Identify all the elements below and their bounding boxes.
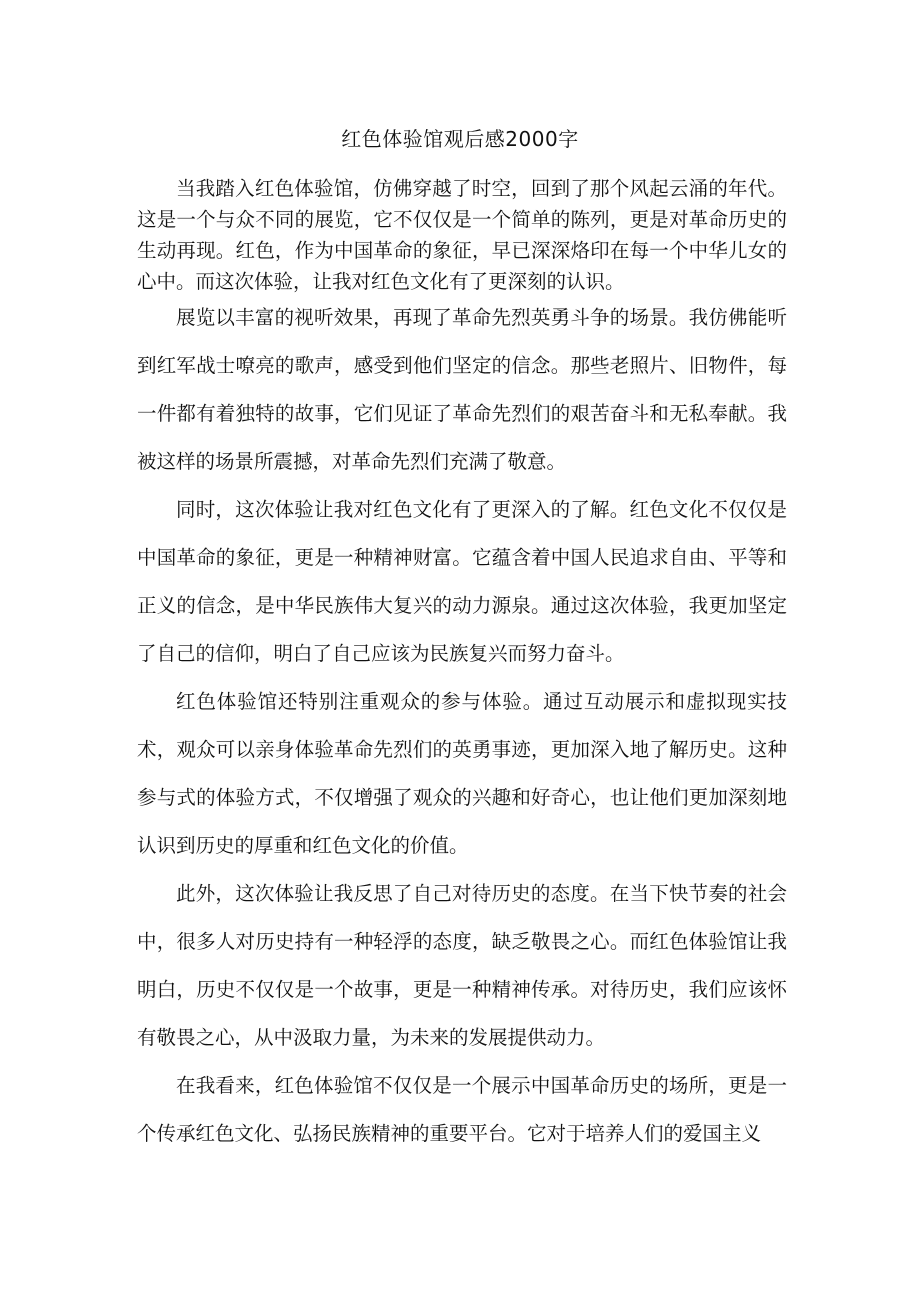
paragraph-1: 当我踏入红色体验馆，仿佛穿越了时空，回到了那个风起云涌的年代。这是一个与众不同的展览，它不仅仅是一个简单的陈列，更是对革命历史的生动再现。红色，作为中国革命的象征，早已深深烙印在每一个中华儿女的心中。而这次体验，让我对红色文化有了更深刻的认识。: [137, 177, 787, 293]
document-title: 红色体验馆观后感2000字: [341, 127, 579, 151]
paragraph-3: 同时，这次体验让我对红色文化有了更深入的了解。红色文化不仅仅是中国革命的象征，更是一种精神财富。它蕴含着中国人民追求自由、平等和正义的信念，是中华民族伟大复兴的动力源泉。通过这次体验，我更加坚定了自己的信仰，明白了自己应该为民族复兴而努力奋斗。: [137, 498, 787, 665]
paragraph-6: 在我看来，红色体验馆不仅仅是一个展示中国革命历史的场所，更是一个传承红色文化、弘扬民族精神的重要平台。它对于培养人们的爱国主义: [137, 1074, 787, 1145]
paragraph-5: 此外，这次体验让我反思了自己对待历史的态度。在当下快节奏的社会中，很多人对历史持有一种轻浮的态度，缺乏敬畏之心。而红色体验馆让我明白，历史不仅仅是一个故事，更是一种精神传承。对待历史，我们应该怀有敬畏之心，从中汲取力量，为未来的发展提供动力。: [137, 882, 787, 1049]
paragraph-2: 展览以丰富的视听效果，再现了革命先烈英勇斗争的场景。我仿佛能听到红军战士嘹亮的歌声，感受到他们坚定的信念。那些老照片、旧物件，每一件都有着独特的故事，它们见证了革命先烈们的艰苦奋斗和无私奉献。我被这样的场景所震撼，对革命先烈们充满了敬意。: [137, 306, 787, 473]
paragraph-4: 红色体验馆还特别注重观众的参与体验。通过互动展示和虚拟现实技术，观众可以亲身体验革命先烈们的英勇事迹，更加深入地了解历史。这种参与式的体验方式，不仅增强了观众的兴趣和好奇心，也让他们更加深刻地认识到历史的厚重和红色文化的价值。: [137, 690, 787, 857]
